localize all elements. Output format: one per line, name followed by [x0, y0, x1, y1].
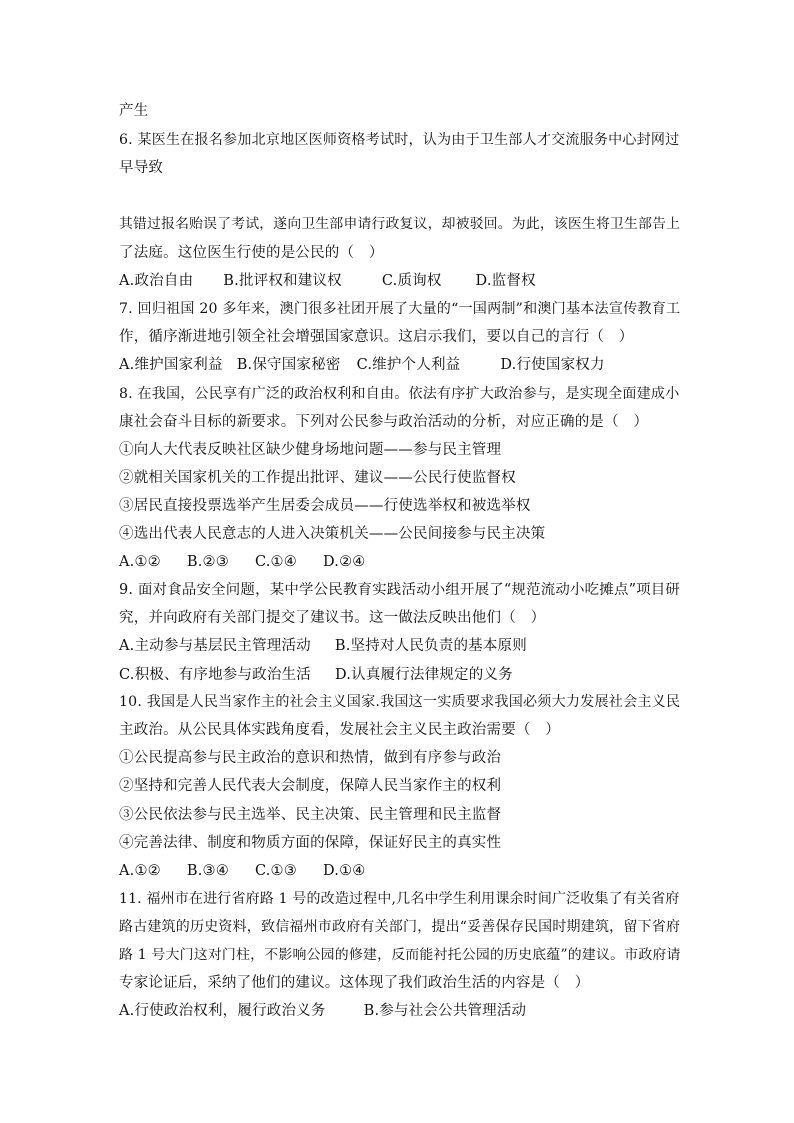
q11-stem-line-2: 路古建筑的历史资料，致信福州市政府有关部门，提出“妥善保存民国时期建筑，留下省府 [119, 919, 681, 935]
q6-option-d: D.监督权 [475, 273, 536, 289]
q9-options-row-1 [119, 636, 527, 656]
q10-item-1: ①公民提高参与民主政治的意识和热情，做到有序参与政治 [119, 750, 502, 766]
q8-stem-line-2: 康社会奋斗目标的新要求。下列对公民参与政治活动的分析，对应正确的是（ ） [119, 414, 649, 430]
q8-options [119, 552, 366, 572]
q8-option-a: A.①② [119, 554, 161, 570]
q8-stem-line-1: 8. 在我国，公民享有广泛的政治权利和自由。依法有序扩大政治参与，是实现全面建成小 [119, 386, 680, 402]
q10-option-d: D.①④ [322, 863, 366, 879]
q6-stem-line-4: 了法庭。这位医生行使的是公民的（ ） [119, 245, 384, 261]
q6-option-c: C.质询权 [381, 273, 442, 289]
q6-stem-line-2: 早导致 [119, 160, 164, 176]
q9-option-d: D.认真履行法律规定的义务 [335, 667, 513, 683]
q8-item-3: ③居民直接投票选举产生居委会成员——行使选举权和被选举权 [119, 498, 531, 514]
q6-option-b: B.批评权和建议权 [223, 273, 342, 289]
q7-option-c: C.维护个人利益 [356, 357, 461, 373]
q7-options [119, 355, 605, 375]
q6-option-a: A.政治自由 [119, 273, 194, 289]
q9-option-c: C.积极、有序地参与政治生活 [119, 667, 311, 683]
q9-stem-line-2: 究，并向政府有关部门提交了建议书。这一做法反映出他们（ ） [119, 610, 546, 626]
q9-stem-line-1: 9. 面对食品安全问题，某中学公民教育实践活动小组开展了“规范流动小吃摊点”项目研 [119, 582, 681, 598]
q9-option-b: B.坚持对人民负责的基本原则 [334, 638, 527, 654]
q7-option-d: D.行使国家权力 [500, 357, 605, 373]
q10-stem-line-1: 10. 我国是人民当家作主的社会主义国家.我国这一实质要求我国必须大力发展社会主义民 [119, 694, 681, 710]
q10-option-a: A.①② [119, 863, 161, 879]
q10-option-c: C.①③ [254, 863, 297, 879]
q10-stem-line-2: 主政治。从公民具体实践角度看，发展社会主义民主政治需要（ ） [119, 722, 560, 738]
q8-option-c: C.①④ [254, 554, 297, 570]
q11-stem-line-4: 专家论证后，采纳了他们的建议。这体现了我们政治生活的内容是（ ） [119, 975, 590, 991]
q10-options [119, 861, 366, 881]
q7-stem-line-1: 7. 回归祖国 20 多年来，澳门很多社团开展了大量的“一国两制”和澳门基本法宣传教育工 [119, 301, 681, 317]
q8-item-1: ①向人大代表反映社区缺少健身场地问题——参与民主管理 [119, 442, 502, 458]
q10-item-4: ④完善法律、制度和物质方面的保障，保证好民主的真实性 [119, 835, 502, 851]
q11-stem-line-1: 11. 福州市在进行省府路 1 号的改造过程中,几名中学生利用课余时间广泛收集了有关省府 [119, 891, 680, 907]
q6-options [119, 271, 536, 291]
q11-stem-line-3: 路 1 号大门这对门柱，不影响公园的修建，反而能衬托公园的历史底蕴”的建议。市政府请 [119, 947, 681, 963]
continuation-text: 产生 [119, 103, 149, 119]
q9-option-a: A.主动参与基层民主管理活动 [119, 638, 311, 654]
q11-options [119, 1001, 526, 1021]
q8-item-2: ②就相关国家机关的工作提出批评、建议——公民行使监督权 [119, 470, 516, 486]
q10-option-b: B.③④ [186, 863, 229, 879]
q10-item-2: ②坚持和完善人民代表大会制度，保障人民当家作主的权利 [119, 778, 502, 794]
q7-option-a: A.维护国家利益 [119, 357, 223, 373]
q10-item-3: ③公民依法参与民主选举、民主决策、民主管理和民主监督 [119, 807, 502, 823]
q8-option-b: B.②③ [186, 554, 229, 570]
q8-item-4: ④选出代表人民意志的人进入决策机关——公民间接参与民主决策 [119, 526, 546, 542]
q7-option-b: B.保守国家秘密 [236, 357, 341, 373]
q11-option-a: A.行使政治权利，履行政治义务 [119, 1003, 326, 1019]
q6-stem-line-3: 其错过报名贻误了考试，遂向卫生部申请行政复议，却被驳回。为此，该医生将卫生部告上 [119, 216, 681, 232]
q6-stem-line-1: 6. 某医生在报名参加北京地区医师资格考试时，认为由于卫生部人才交流服务中心封网过 [119, 132, 680, 148]
q11-option-b: B.参与社会公共管理活动 [363, 1003, 527, 1019]
q8-option-d: D.②④ [322, 554, 366, 570]
q9-options-row-2 [119, 665, 513, 685]
q7-stem-line-2: 作，循序渐进地引领全社会增强国家意识。这启示我们，要以自己的言行（ ） [119, 329, 634, 345]
